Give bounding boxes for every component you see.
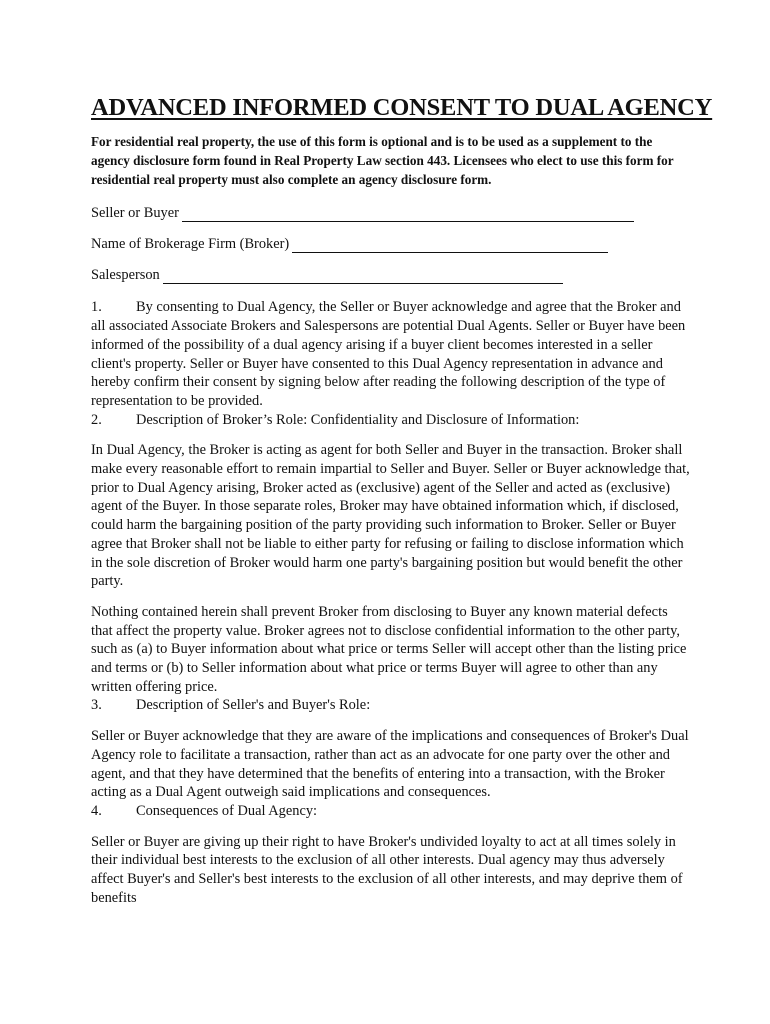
salesperson-label: Salesperson — [91, 267, 160, 284]
section-3-heading — [91, 696, 691, 715]
form-title: ADVANCED INFORMED CONSENT TO DUAL AGENCY — [91, 94, 713, 121]
section-4-heading-text: Consequences of Dual Agency: — [136, 802, 318, 819]
seller-or-buyer-blank-line[interactable] — [182, 207, 634, 222]
section-3-heading-text: Description of Seller's and Buyer's Role: — [136, 697, 371, 714]
consent-form-page — [91, 94, 713, 907]
seller-or-buyer-field[interactable] — [91, 204, 691, 222]
section-2-heading — [91, 411, 691, 430]
section-3-paragraph-1: Seller or Buyer acknowledge that they are aware of the implications and consequences of Broker's Dual Agency role to facilitate a transaction, rather than act as an advocate for one party over the other and agent, and that they have determined that the benefits of entering into a transaction, with the Broker acting as a Dual Agent outweigh said implications and consequences. — [91, 728, 689, 801]
section-2-paragraph-2: Nothing contained herein shall prevent Broker from disclosing to Buyer any known material defects that affect the property value. Broker agrees not to disclose confidential information to the other party, such as (a) to Buyer information about what price or terms Seller will accept other than the listing price and terms or (b) to Seller information about what price or terms Buyer will agree to other than any written offering price. — [91, 603, 687, 695]
brokerage-firm-blank-line[interactable] — [292, 238, 608, 253]
section-2-paragraph-1: In Dual Agency, the Broker is acting as agent for both Seller and Buyer in the transaction. Broker shall make every reasonable effort to remain impartial to Seller and Buyer. Seller or Buyer acknowledge that, prior to Dual Agency arising, Broker acted as (exclusive) agent of the Seller and acted as (exclusive) agent of the Buyer. In those separate roles, Broker may have obtained information which, if disclosed, could harm the bargaining position of the party providing such information to Broker. Seller or Buyer agree that Broker shall not be liable to either party for refusing or failing to disclose information which in the sole discretion of Broker would harm one party's bargaining position but would benefit the other party. — [91, 442, 690, 590]
section-2-number: 2. — [91, 411, 102, 428]
brokerage-firm-label: Name of Brokerage Firm (Broker) — [91, 236, 290, 253]
brokerage-firm-field[interactable] — [91, 235, 691, 253]
intro-paragraph: For residential real property, the use of this form is optional and is to be used as a supplement to the agency disclosure form found in Real Property Law section 443. Licensees who elect to use this form for residential real property must also complete an agency disclosure form. — [91, 134, 674, 187]
section-4-paragraph-1: Seller or Buyer are giving up their right to have Broker's undivided loyalty to act at all times solely in their individual best interests to the exclusion of all other interests. Dual agency may thus adversely affect Buyer's and Seller's best interests to the exclusion of all other interests, and may deprive them of benefits — [91, 833, 683, 906]
section-4-heading — [91, 802, 691, 821]
seller-or-buyer-label: Seller or Buyer — [91, 205, 179, 222]
section-1-text: By consenting to Dual Agency, the Seller or Buyer acknowledge and agree that the Broker and all associated Associate Brokers and Salespersons are potential Dual Agents. Seller or Buyer have been informed of the possibility of a dual agency arising if a buyer client becomes interested in a seller client's property. Seller or Buyer have consented to this Dual Agency representation in advance and hereby confirm their consent by signing below after reading the following description of the type of representation to be provided. — [91, 299, 686, 409]
section-1-paragraph — [91, 298, 691, 410]
section-1-number: 1. — [91, 299, 102, 316]
section-3-number: 3. — [91, 697, 102, 714]
salesperson-blank-line[interactable] — [163, 269, 563, 284]
salesperson-field[interactable] — [91, 266, 691, 284]
section-2-heading-text: Description of Broker’s Role: Confidentiality and Disclosure of Information: — [136, 411, 580, 428]
section-4-number: 4. — [91, 802, 102, 819]
